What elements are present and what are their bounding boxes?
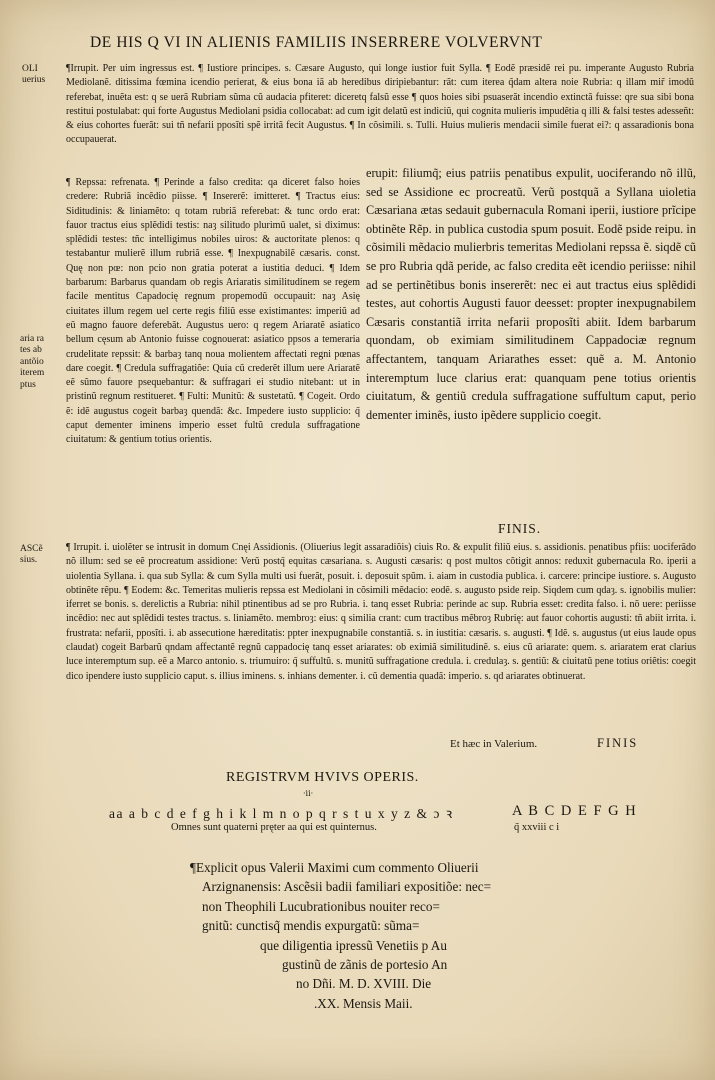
finis-commentary: FINIS <box>597 736 639 750</box>
register-alphabet: aa a b c d e f g h i k l m n o p q r s t u x y z & ɔ ꝛ <box>109 806 454 821</box>
side-note-oliverius: OLI uerius <box>22 64 46 86</box>
colophon-line: que diligentia ipressũ Venetiis p Au <box>260 937 447 953</box>
register-capitals: A B C D E F G H <box>512 803 638 819</box>
colophon-line: .XX. Mensis Maii. <box>314 995 413 1011</box>
register-note: Omnes sunt quaterni pręter aa qui est quinternus. <box>171 822 377 833</box>
finis-main: FINIS. <box>498 521 542 536</box>
colophon-line: Arzignanensis: Ascẽsii badii familiari expositiõe: nec= <box>202 879 492 895</box>
colophon-line: gustinũ de zãnis de portesio An <box>282 957 448 973</box>
colophon-line: ¶Explicit opus Valerii Maximi cum commento Oliuerii <box>190 860 479 875</box>
commentary-bottom: ¶ Irrupit. i. uiolẽter se intrusit in domum Cnęi Assidionis. (Oliuerius legit assaradiõis) ciuis Ro. & expulit filiũ eius. s. assidionis. penatibus pfiis: uociferãdo nõ illum: sed se eẽ procreatum assidione: Verũ postq̃ equitas cæsariana. s. Augusti cæsaris: q post multos cõtigit annos: reduxit gubernacula Ro. iperii a uiolentia Syllana. i. qua sub Sylla: & cum Sylla multi usi fuerãt, posuit. i. deposuit spũm. i. aiam in custodia publica. i. carcere: principe iustiore. s. Augusto obtinẽte rẽpu. ¶ Eodem: &c. Temeritas mulieris repssa est Mediolani in cõsimili mẽdacio: eodẽ. s. augusto pside reip. Siqdem cum qdaȝ. s. ignobilis mulier: iferret se bonis. s. derelictis a Rubria: nihil ptinentibus ad se pro Rubria. i. tanq esset Rubria: perinde ac sup. Rubria esset: credita falso. i. nõ uere: periisse incẽdio: nec aut splẽdidi testes tractus. s. liniamẽto. membroȝ: eius: q similia crant: cum tractibus mẽbroȝ Rubrię: aut fauor cohortis augusti: tñ abiit irrita. i. frustrata: nefarii, pposĩti. i. ab assecutione hæreditatis: ppter inexpugnabile constantiã. s. in iustitia: cæsaris. s. augusti. ¶ Idẽ. s. augustus (ut eius laude opus claudat) cogeit Barbarũ qndam affectantẽ regnũ cappadocię tanq esset ariarates: ob eximiã similitudinẽ. s. eius cũ ariarate: quem. s. ariaratem erat clarius luce interemptum sup. eẽ a Marco antonio. s. triumuiro: q̃ suffultũ. s. munitũ suffragatione credula. i. credulaȝ. s. gentiũ: & ciuitatũ pene totius oriẽtis: coegit dico ipendere iusto supplicio caput. s. illius iminens. s. inhians dementer. i. cũ dementia quadã: imperio. s. qd ariarates obtinuerat. <box>66 542 696 682</box>
registrum-heading: REGISTRVM HVIVS OPERIS. <box>226 770 419 785</box>
register-count: q̃ xxviii c i <box>514 822 560 833</box>
colophon-line: gnitũ: cunctisq̃ mendis expurgatũ: sũma= <box>202 918 420 934</box>
main-text: erupit: filiumq̃; eius patriis penatibus expulit, uociferando nõ illũ, sed se Assidione ec procreatũ. Verũ postquã a Syllana uioletia Cæsariana ætas sedauit gubernacula Romani iperii, iustiore prĩcipe obtinẽte Rẽp. in publica custodia spum posuit. Eodẽ pside reipu. in cõsimili mẽdacio mulierbris temeritas Mediolani repssa ẽ. siqdẽ cũ se pro Rubria qdã peride, ac falso credita eẽt icendio periisse: nihil ad se pertinẽtibus bonis insererẽt: nec ei aut tractus eius splẽdidi testes, aut cohortis Augusti fauor deesset: propter inexpugnabilem Cæsaris constantiã irrita nefarii proposĩti abiit. Idem barbarum quondam, ob eximiam similitudinem Cappadociæ regnum affectantem, tanquam Ariarathes esset: quẽ a. M. Antonio interemptum luce clarius erat: quanquam pene totius orientis ciuitatum, & gentiũ credula suffragatione suffultum caput, perio dementer iminẽs, iusto ipẽdere supplicio coegit. <box>366 166 696 422</box>
side-note-ariarates: aria ra tes ab antõio iterem ptus <box>20 334 45 390</box>
commentary-top: ¶Irrupit. Per uim ingressus est. ¶ Iustiore principes. s. Cæsare Augusto, qui longe iustior fuit Sylla. ¶ Eodẽ præsidẽ rei pu. imperante Augusto Rubria Mediolanẽ. ditissima fœmina icendio perierat, & eius bona iã ab heredibus diripiebantur: rãt: cum iterea q̃dam altera noie Rubria: q illam mir̃ imodũ referebat, inuẽta est: q se uerã Rubriam sũma cũ audacia pfiteret: diceretq falsũ esse ¶ quos hoies sibi psuaserãt incendio extinctã fuisse: qre sua sibi bona restitui postulabat: qui forte Augustus Mediolani psidia collocabat: ad cum igit delatũ est indiciũ, qui cognita mulieris impudẽtia q illi & falsi testes adesseñt: & eius cohortes fuerãt: sui tñ nefarii pposĩti spẽ irritã fecit Augustus. ¶ In cõsimili. s. Tulli. Huius mulieris mendacii simile fuerat ei?: q assaradionis bona occupauerat. <box>66 63 694 146</box>
et-haec-in-valerium: Et hæc in Valerium. <box>450 738 538 750</box>
colophon <box>190 858 590 1013</box>
colophon-line: non Theophili Lucubrationibus nouiter reco= <box>202 898 440 914</box>
colophon-line: no Dñi. M. D. XVIII. Die <box>296 976 432 992</box>
side-note-ascensius: ASCẽ sius. <box>20 544 43 566</box>
commentary-left-column: ¶ Repssa: refrenata. ¶ Perinde a falso credita: qa diceret falso hoies credere: Rubriã incẽdio piisse. ¶ Insererẽ: imitteret. ¶ Tractus eius: Siditudinis: & liniamẽto: q totam rubriã referebat: & tunc ordo erat: fauor tractus eius splẽdidi testis: naȝ silitudo plurimũ ualet, si diximus: splẽdidi testes: tñc intelligimus nobiles uiros: & auctoritate plenos: q testabantur mulierẽ illum rubriã esse. ¶ Inexpugnabilẽ cæsaris. const. Quę non pœ: non pcio non gratia poterat a iustitia deduci. ¶ Idem barbarum: Barbarus quandam ob regis Ariaratis similitudinem se regem facile mentitus Capadocię regnum propemodũ occupauit: naȝ Asię ciuitates illum regem uel certe regis filiũ esse existimantes: imperiũ ad eũ magno fauore deferebãt. Augustus uero: q regem Ariaratẽ asiatico bellum cęsum ab Antonio fuisse cognouerat: asiatico ppsos a temeraria crudelitate repssit: & barbaȝ tanq noua molientem affectati regni pœnas dare coegit. ¶ Credula suffragatiõe: Quia cũ crederẽt illum uere Ariaratẽ eẽ sũmo fauore psequebantur: & suffragari ei studio nitebant: ut in pristinũ regnum restitueret. ¶ Fulti: Munitũ: & sustetatũ. ¶ Cogeit. Ordo ẽ: idẽ augustus cogeit barbaȝ quendã: &c. Impedere iusto supplicio: q̃ caput dementer iminens imperio esset fultũ credula suffragatione ciuitatum: & gentium totius orientis. <box>66 177 360 446</box>
registrum-mark: ·ii· <box>303 789 314 798</box>
page-header: DE HIS Q VI IN ALIENIS FAMILIIS INSERRERE VOLVERVNT <box>90 34 543 51</box>
